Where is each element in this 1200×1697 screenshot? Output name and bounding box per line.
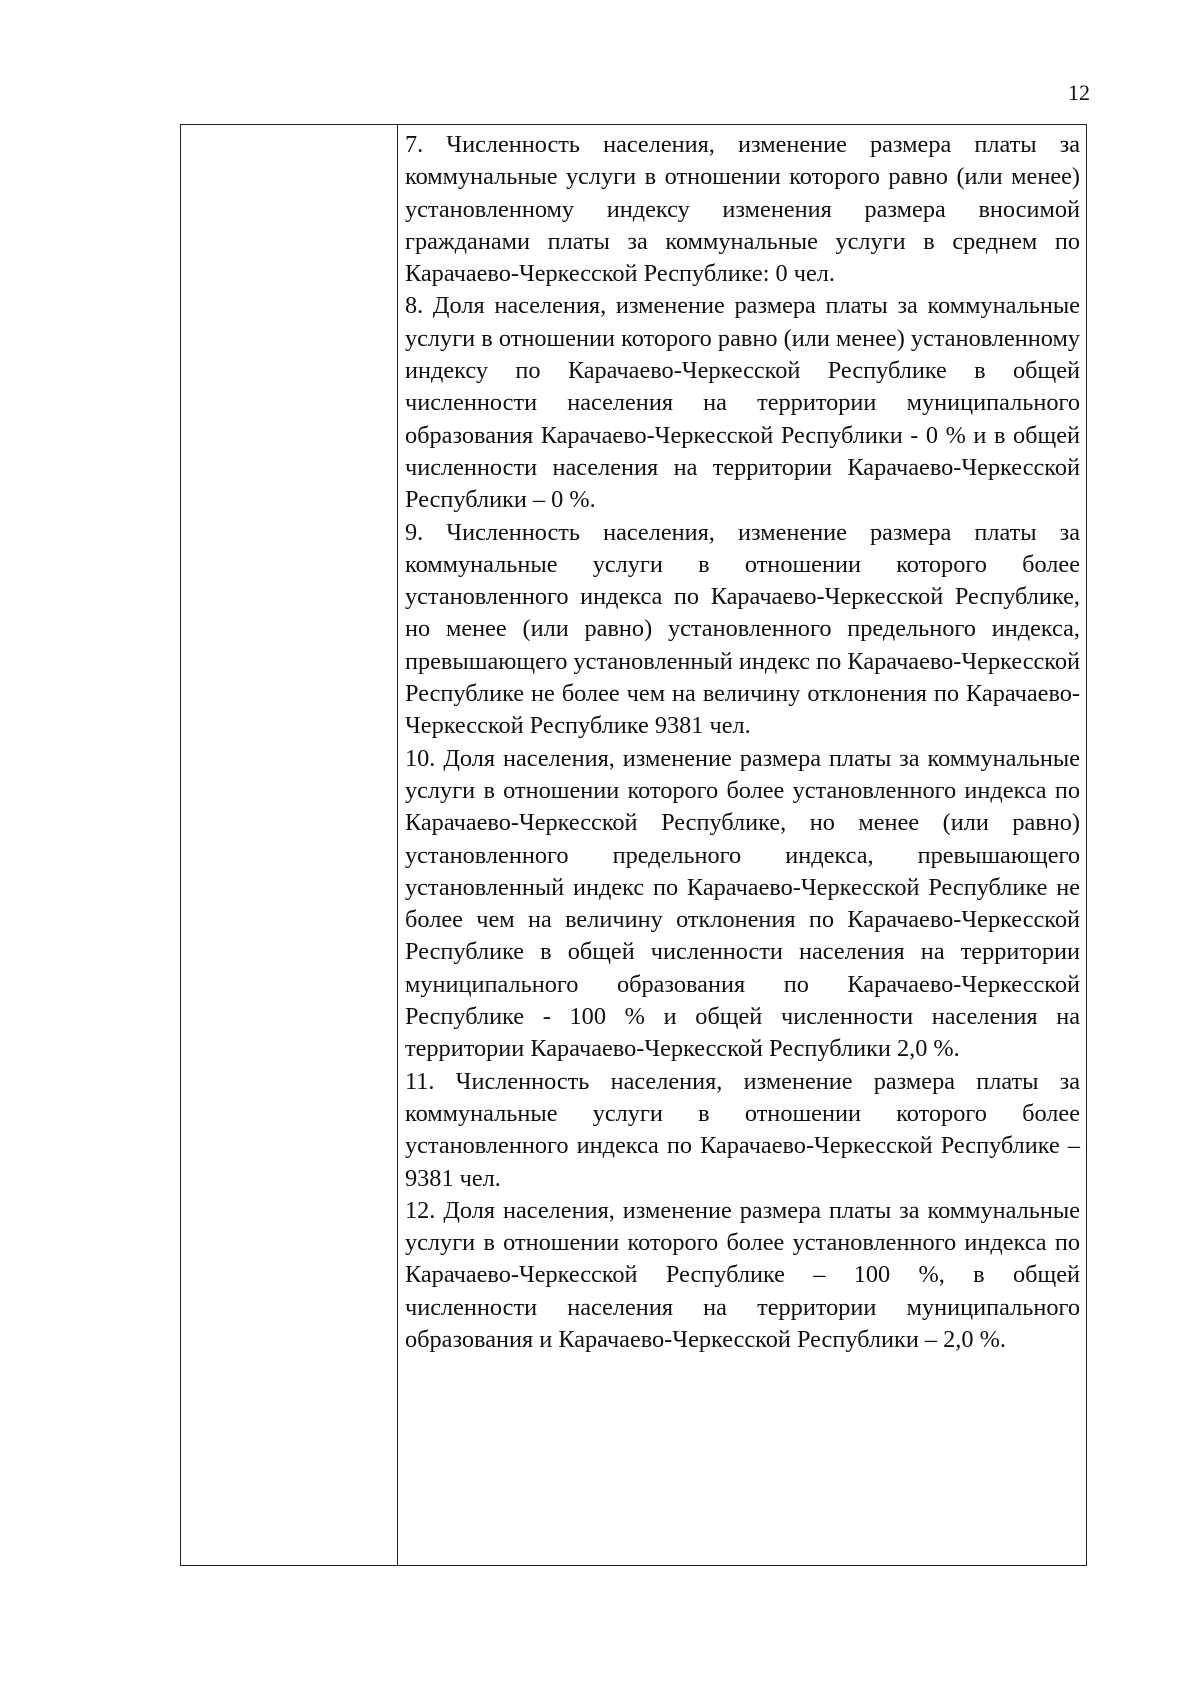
paragraph-item-7: 7. Численность населения, изменение размера платы за коммунальные услуги в отношении которого равно (или менее) установленному индексу изменения размера вносимой гражданами платы за коммунальные услуги в среднем по Карачаево-Черкесской Республике: 0 чел. (405, 131, 1080, 288)
document-table (180, 124, 1087, 1566)
paragraph-item-10: 10. Доля населения, изменение размера платы за коммунальные услуги в отношении которого более установленного индекса по Карачаево-Черкесской Республике, но менее (или равно) установленного предельного индекса, превышающего установленный индекс по Карачаево-Черкесской Республике не более чем на величину отклонения по Карачаево-Черкесской Республике в общей численности населения на территории муниципального образования по Карачаево-Черкесской Республике - 100 % и общей численности населения на территории Карачаево-Черкесской Республики 2,0 %. (405, 744, 1080, 1063)
paragraph-item-9: 9. Численность населения, изменение размера платы за коммунальные услуги в отношении которого более установленного индекса по Карачаево-Черкесской Республике, но менее (или равно) установленного предельного индекса, превышающего установленный индекс по Карачаево-Черкесской Республике не более чем на величину отклонения по Карачаево-Черкесской Республике 9381 чел. (405, 518, 1080, 740)
paragraph-item-8: 8. Доля населения, изменение размера платы за коммунальные услуги в отношении которого равно (или менее) установленному индексу по Карачаево-Черкесской Республике в общей численности населения на территории муниципального образования Карачаево-Черкесской Республики - 0 % и в общей численности населения на территории Карачаево-Черкесской Республики – 0 %. (405, 292, 1080, 514)
paragraph-item-12: 12. Доля населения, изменение размера платы за коммунальные услуги в отношении которого более установленного индекса по Карачаево-Черкесской Республике – 100 %, в общей численности населения на территории муниципального образования и Карачаево-Черкесской Республики – 2,0 %. (405, 1196, 1080, 1353)
page-number: 12 (1068, 80, 1090, 105)
paragraph-item-11: 11. Численность населения, изменение размера платы за коммунальные услуги в отношении которого более установленного индекса по Карачаево-Черкесской Республике – 9381 чел. (405, 1067, 1080, 1192)
table-right-cell (398, 125, 1086, 1565)
table-left-cell (181, 125, 398, 1565)
